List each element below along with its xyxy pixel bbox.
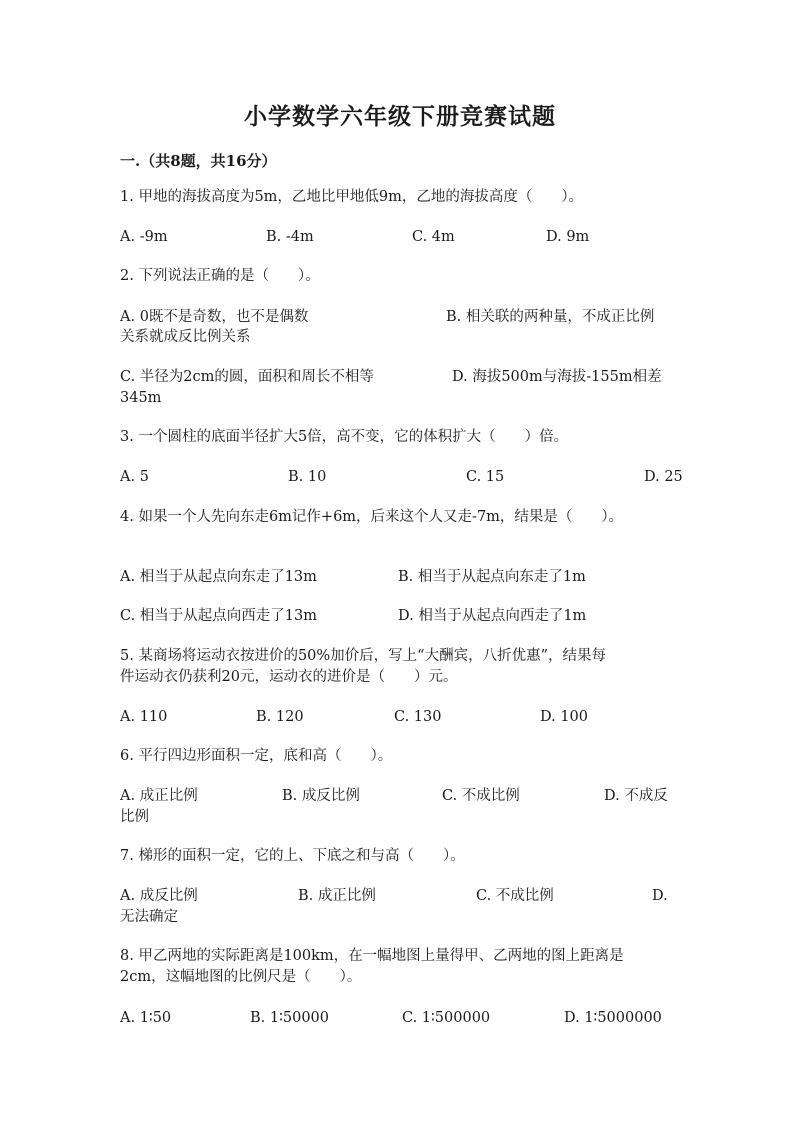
question-3-option-b: B. 10 <box>288 469 327 485</box>
question-6-option-c: C. 不成比例 <box>442 788 520 804</box>
question-7-option-c: C. 不成比例 <box>476 888 554 904</box>
question-7-option-d: D. <box>652 888 668 904</box>
question-2-option-b: B. 相关联的两种量，不成正比例 <box>446 309 655 325</box>
question-4-option-d: D. 相当于从起点向西走了1m <box>398 608 587 624</box>
question-3-option-d: D. 25 <box>644 469 683 485</box>
question-3-option-a: A. 5 <box>120 469 149 485</box>
question-7-stem: 7. 梯形的面积一定，它的上、下底之和与高（ ）。 <box>120 848 465 864</box>
question-1-stem: 1. 甲地的海拔高度为5m，乙地比甲地低9m，乙地的海拔高度（ ）。 <box>120 189 584 205</box>
question-8-stem-line-1: 8. 甲乙两地的实际距离是100km，在一幅地图上量得甲、乙两地的图上距离是 <box>120 948 624 964</box>
question-1-option-a: A. -9m <box>120 229 168 245</box>
question-6-option-d: D. 不成反 <box>604 788 668 804</box>
question-2-option-b-continuation: 关系就成反比例关系 <box>120 329 251 345</box>
question-5-option-d: D. 100 <box>540 709 589 725</box>
question-2-stem: 2. 下列说法正确的是（ ）。 <box>120 268 320 284</box>
question-5-option-a: A. 110 <box>120 709 168 725</box>
question-5-option-c: C. 130 <box>394 709 442 725</box>
question-2-option-d-continuation: 345m <box>120 390 162 406</box>
question-3-stem: 3. 一个圆柱的底面半径扩大5倍，高不变，它的体积扩大（ ）倍。 <box>120 429 569 445</box>
question-1-option-c: C. 4m <box>412 229 455 245</box>
page-title: 小学数学六年级下册竞赛试题 <box>244 103 556 130</box>
question-4-option-c: C. 相当于从起点向西走了13m <box>120 608 317 624</box>
question-1-option-b: B. -4m <box>266 229 314 245</box>
question-5-stem-line-1: 5. 某商场将运动衣按进价的50%加价后，写上“大酬宾，八折优惠”，结果每 <box>120 648 606 664</box>
question-4-option-a: A. 相当于从起点向东走了13m <box>120 569 317 585</box>
question-8-option-d: D. 1∶5000000 <box>564 1010 662 1026</box>
question-4-stem: 4. 如果一个人先向东走6m记作+6m，后来这个人又走-7m，结果是（ ）。 <box>120 509 624 525</box>
question-2-option-d: D. 海拔500m与海拔-155m相差 <box>452 369 662 385</box>
question-6-option-d-continuation: 比例 <box>120 809 149 825</box>
question-1-option-d: D. 9m <box>546 229 590 245</box>
question-8-option-c: C. 1∶500000 <box>402 1010 491 1026</box>
question-6-stem: 6. 平行四边形面积一定，底和高（ ）。 <box>120 748 393 764</box>
question-4-option-b: B. 相当于从起点向东走了1m <box>398 569 586 585</box>
question-5-stem-line-2: 件运动衣仍获利20元，运动衣的进价是（ ）元。 <box>120 669 458 685</box>
question-2-option-a: A. 0既不是奇数，也不是偶数 <box>120 309 309 325</box>
question-3-option-c: C. 15 <box>466 469 505 485</box>
section-heading: 一.（共8题，共16分） <box>120 152 277 170</box>
question-7-option-b: B. 成正比例 <box>298 888 376 904</box>
question-6-option-b: B. 成反比例 <box>282 788 360 804</box>
question-8-stem-line-2: 2cm，这幅地图的比例尺是（ ）。 <box>120 969 362 985</box>
question-8-option-b: B. 1∶50000 <box>250 1010 329 1026</box>
question-5-option-b: B. 120 <box>256 709 304 725</box>
question-8-option-a: A. 1∶50 <box>120 1010 172 1026</box>
question-7-option-a: A. 成反比例 <box>120 888 198 904</box>
question-6-option-a: A. 成正比例 <box>120 788 198 804</box>
question-7-option-d-continuation: 无法确定 <box>120 909 178 925</box>
question-2-option-c: C. 半径为2cm的圆，面积和周长不相等 <box>120 369 374 385</box>
